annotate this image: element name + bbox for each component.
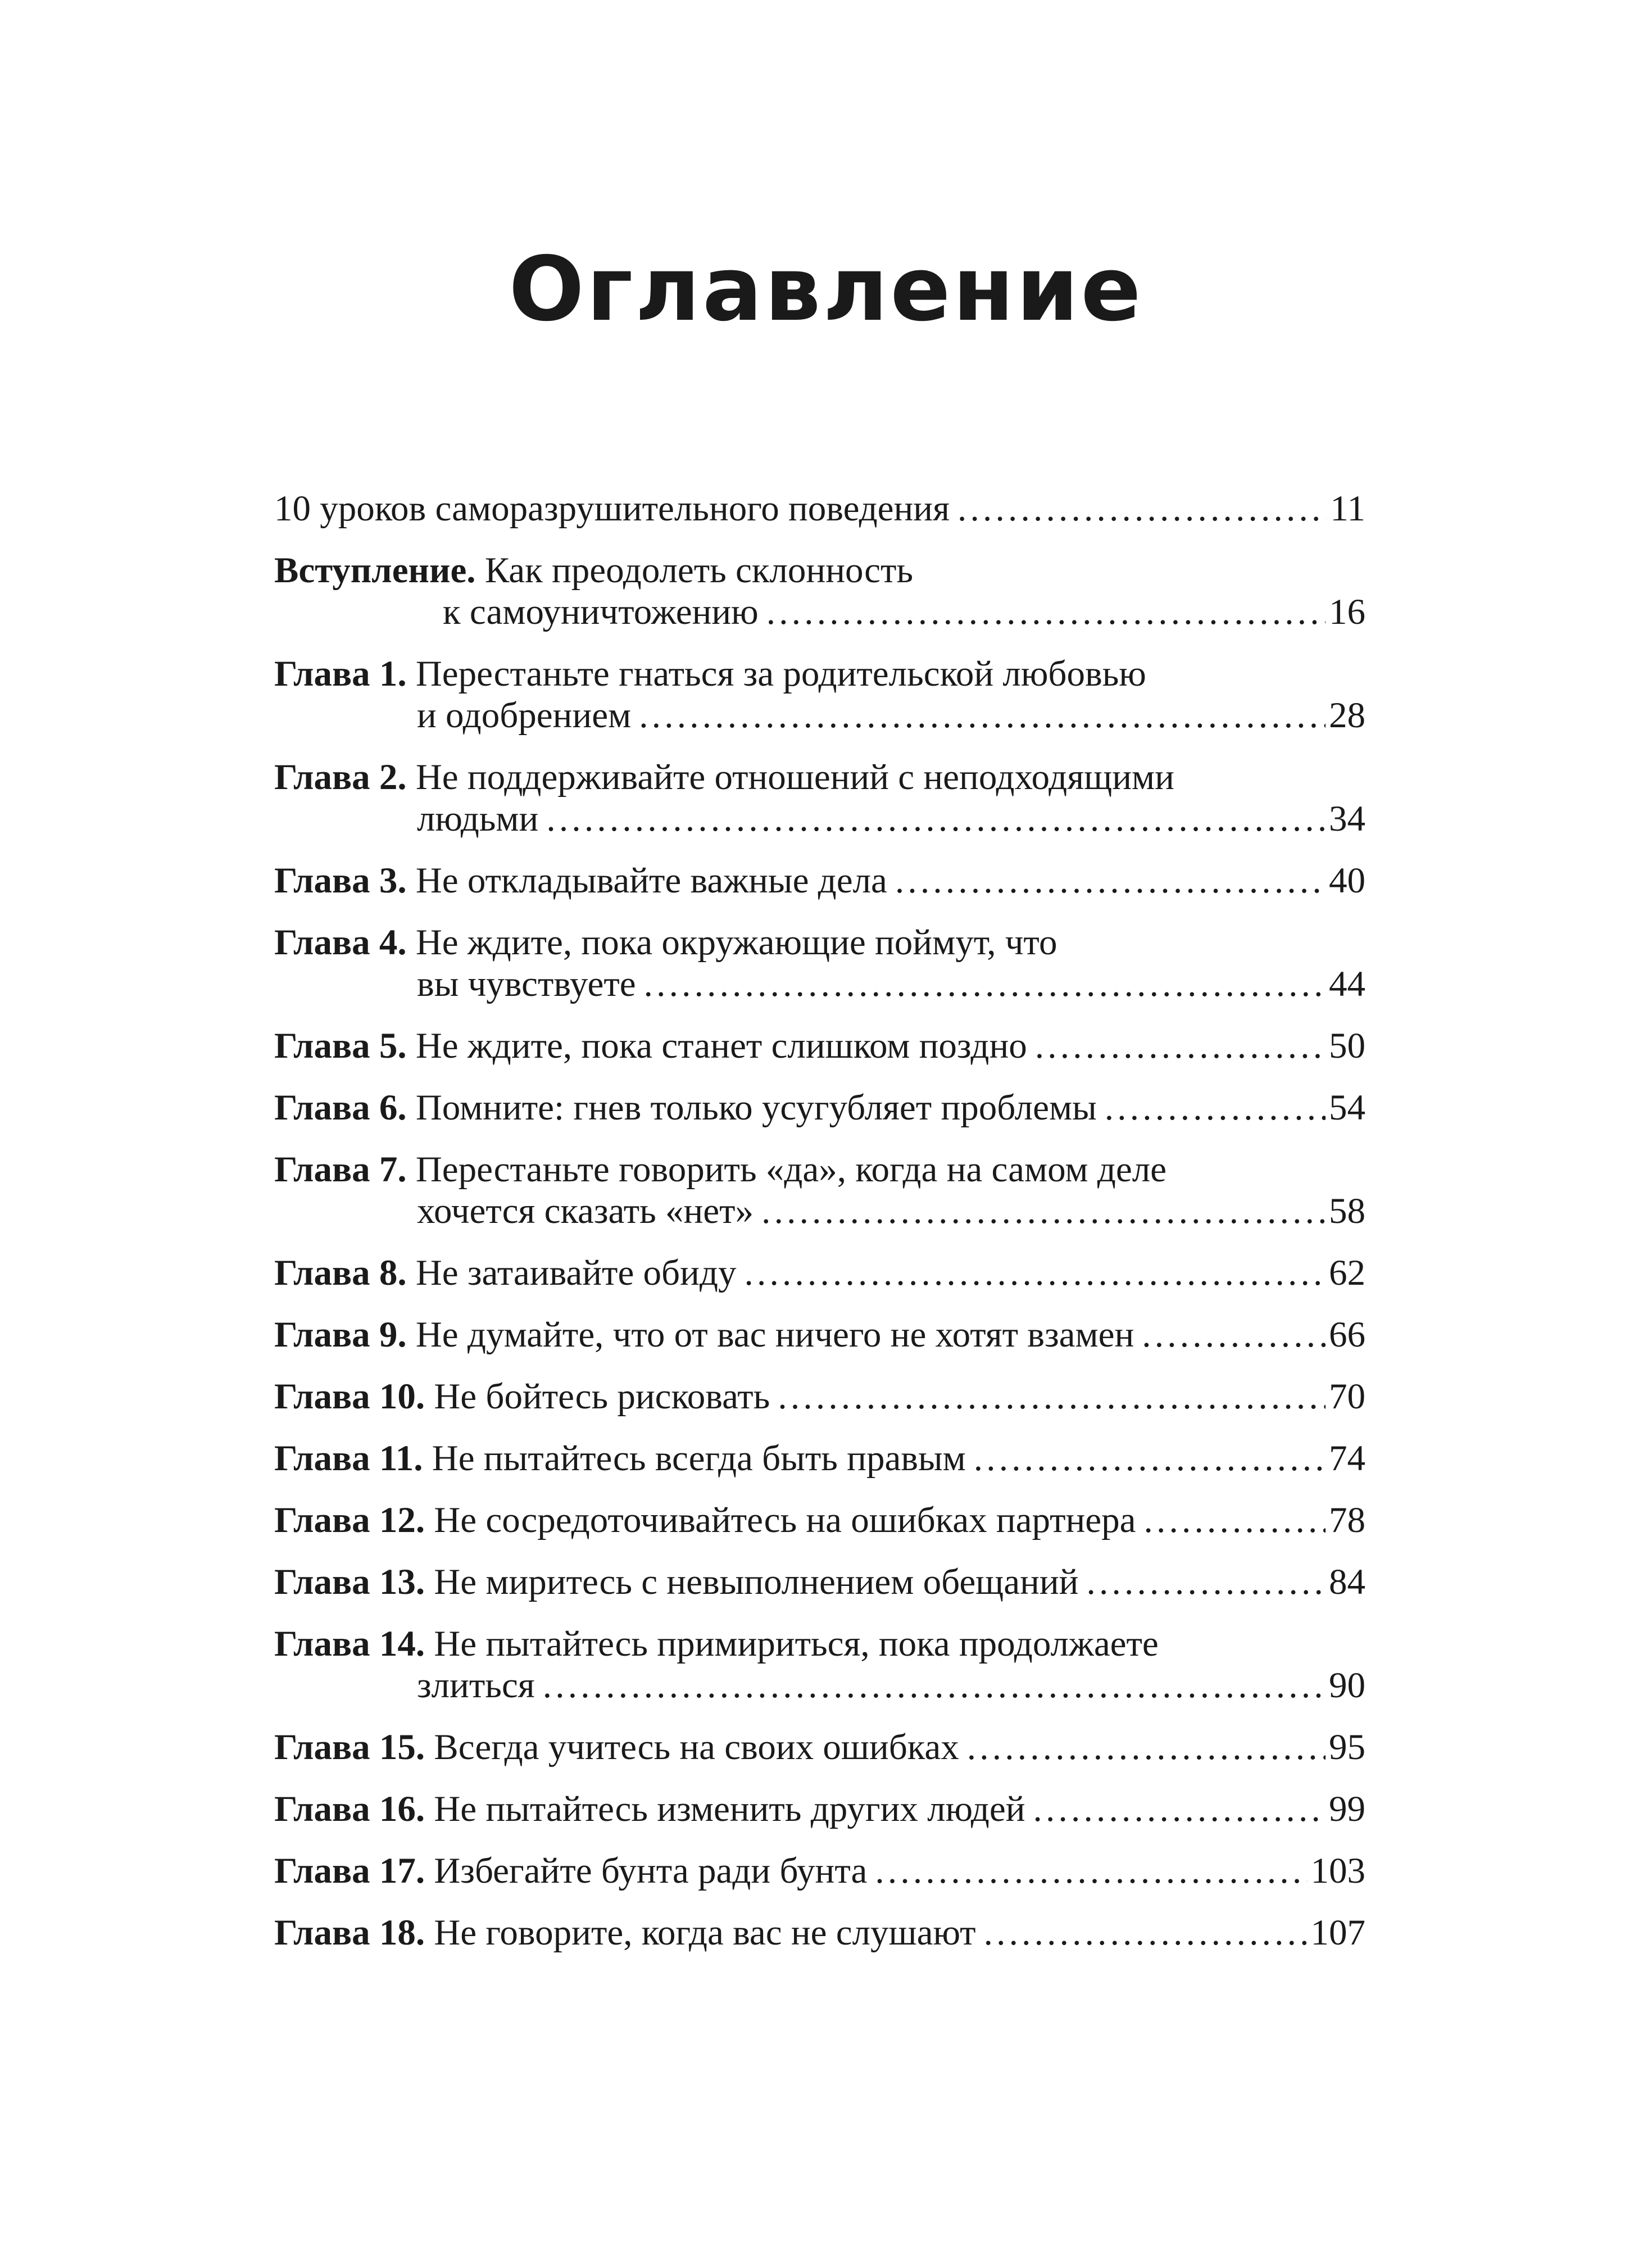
toc-entry[interactable] bbox=[274, 1499, 1365, 1541]
toc-entry-line bbox=[274, 1726, 1365, 1768]
toc-page-number: 90 bbox=[1329, 1665, 1365, 1706]
toc-entry-line bbox=[274, 695, 1365, 736]
toc-entry[interactable] bbox=[274, 488, 1365, 529]
toc-entry-text bbox=[274, 1314, 1134, 1356]
toc-entry-label: Глава 15. bbox=[274, 1727, 425, 1767]
dot-leader bbox=[1105, 1087, 1326, 1128]
toc-entry-title: Не сосредоточивайтесь на ошибках партнера bbox=[434, 1500, 1136, 1540]
toc-entry-text bbox=[274, 1912, 976, 1954]
toc-entry[interactable] bbox=[274, 860, 1365, 901]
toc-entry-line bbox=[274, 1788, 1365, 1830]
toc-page-number: 50 bbox=[1329, 1026, 1365, 1066]
toc-page-number: 107 bbox=[1310, 1912, 1365, 1953]
toc-page-number: 54 bbox=[1329, 1087, 1365, 1128]
toc-entry-first-line bbox=[274, 653, 1365, 695]
dot-leader bbox=[895, 860, 1326, 901]
toc-page-number: 84 bbox=[1329, 1562, 1365, 1602]
toc-entry-text bbox=[274, 1665, 535, 1706]
toc-page-number: 11 bbox=[1330, 488, 1365, 529]
toc-entry-line bbox=[274, 1850, 1365, 1892]
toc-entry[interactable] bbox=[274, 1726, 1365, 1768]
page-title: Оглавление bbox=[509, 237, 1143, 341]
toc-page-number: 95 bbox=[1329, 1727, 1365, 1767]
toc-page-number: 58 bbox=[1329, 1191, 1365, 1231]
dot-leader bbox=[546, 798, 1326, 840]
dot-leader bbox=[744, 1252, 1326, 1294]
toc-entry-text bbox=[274, 1499, 1136, 1541]
toc-entry-title: Не пытайтесь изменить других людей bbox=[434, 1789, 1025, 1829]
toc-entry-first-line bbox=[274, 1623, 1365, 1665]
toc-entry-text bbox=[274, 1376, 770, 1417]
toc-entry-title: Избегайте бунта ради бунта bbox=[434, 1851, 868, 1891]
toc-entry-label: Глава 6. bbox=[274, 1087, 407, 1128]
toc-entry-first-line bbox=[274, 756, 1365, 798]
toc-entry[interactable] bbox=[274, 1788, 1365, 1830]
toc-entry-text bbox=[274, 963, 636, 1005]
toc-entry-text bbox=[274, 798, 538, 840]
toc-entry-text bbox=[274, 1788, 1025, 1830]
toc-entry-text bbox=[274, 1087, 1097, 1128]
toc-entry-label: Глава 13. bbox=[274, 1562, 425, 1602]
toc-entry-title: Как преодолеть склонность bbox=[484, 550, 914, 591]
toc-entry-line bbox=[274, 860, 1365, 901]
toc-page-number: 74 bbox=[1329, 1438, 1365, 1479]
toc-entry-label: Глава 18. bbox=[274, 1912, 425, 1953]
toc-entry-label: Глава 14. bbox=[274, 1624, 425, 1664]
toc-entry[interactable] bbox=[274, 1252, 1365, 1294]
toc-entry-first-line bbox=[274, 1149, 1365, 1190]
toc-entry-label: Глава 16. bbox=[274, 1789, 425, 1829]
toc-entry-line bbox=[274, 1087, 1365, 1128]
toc-entry-text bbox=[274, 1190, 754, 1232]
toc-entry-text bbox=[274, 488, 950, 529]
toc-entry[interactable] bbox=[274, 653, 1365, 736]
toc-entry[interactable] bbox=[274, 922, 1365, 1005]
toc-entry-label: Глава 8. bbox=[274, 1253, 407, 1293]
toc-entry-label: Глава 11. bbox=[274, 1438, 423, 1479]
toc-entry-line bbox=[274, 1376, 1365, 1417]
toc-entry-label: Глава 17. bbox=[274, 1851, 425, 1891]
table-of-contents bbox=[274, 488, 1365, 1974]
dot-leader bbox=[1142, 1314, 1326, 1356]
toc-entry-line bbox=[274, 1025, 1365, 1067]
dot-leader bbox=[644, 963, 1326, 1005]
toc-entry-text bbox=[274, 1252, 736, 1294]
toc-entry-title: Не говорите, когда вас не слушают bbox=[434, 1912, 976, 1953]
toc-entry[interactable] bbox=[274, 550, 1365, 633]
dot-leader bbox=[761, 1190, 1326, 1232]
dot-leader bbox=[1033, 1788, 1326, 1830]
toc-entry-line bbox=[274, 1190, 1365, 1232]
toc-entry-line bbox=[274, 1314, 1365, 1356]
toc-page-number: 66 bbox=[1329, 1315, 1365, 1355]
toc-entry-text bbox=[274, 1561, 1078, 1603]
toc-entry-label: Глава 2. bbox=[274, 757, 407, 797]
toc-entry-line bbox=[274, 1912, 1365, 1954]
dot-leader bbox=[766, 591, 1326, 633]
toc-entry-title: Не затаивайте обиду bbox=[415, 1253, 737, 1293]
toc-entry-line bbox=[274, 963, 1365, 1005]
dot-leader bbox=[967, 1726, 1326, 1768]
toc-entry[interactable] bbox=[274, 756, 1365, 840]
toc-entry[interactable] bbox=[274, 1087, 1365, 1128]
toc-entry-title-continued: злиться bbox=[417, 1665, 535, 1706]
toc-entry-title: Не миритесь с невыполнением обещаний bbox=[434, 1562, 1079, 1602]
toc-entry-label: Глава 5. bbox=[274, 1026, 407, 1066]
dot-leader bbox=[543, 1665, 1326, 1706]
toc-entry-title: 10 уроков саморазрушительного поведения bbox=[274, 488, 950, 529]
toc-entry[interactable] bbox=[274, 1912, 1365, 1954]
toc-page-number: 78 bbox=[1329, 1500, 1365, 1540]
dot-leader bbox=[639, 695, 1326, 736]
toc-entry[interactable] bbox=[274, 1149, 1365, 1232]
dot-leader bbox=[875, 1850, 1307, 1892]
toc-entry-text bbox=[274, 860, 887, 901]
toc-entry-first-line bbox=[274, 922, 1365, 963]
toc-page-number: 40 bbox=[1329, 860, 1365, 901]
toc-entry-text bbox=[274, 1025, 1027, 1067]
toc-entry-title: Не ждите, пока станет слишком поздно bbox=[415, 1026, 1027, 1066]
toc-entry-label: Глава 3. bbox=[274, 860, 407, 901]
toc-entry-label: Глава 10. bbox=[274, 1376, 425, 1417]
toc-entry-text bbox=[274, 1438, 966, 1479]
toc-page-number: 16 bbox=[1329, 592, 1365, 632]
toc-entry-title: Не пытайтесь примириться, пока продолжаете bbox=[434, 1624, 1159, 1664]
toc-entry-label: Глава 12. bbox=[274, 1500, 425, 1540]
toc-entry-line bbox=[274, 591, 1365, 633]
dot-leader bbox=[778, 1376, 1326, 1417]
toc-entry[interactable] bbox=[274, 1438, 1365, 1479]
toc-entry-title: Не бойтесь рисковать bbox=[434, 1376, 770, 1417]
toc-entry[interactable] bbox=[274, 1314, 1365, 1356]
toc-entry-title: Не ждите, пока окружающие поймут, что bbox=[415, 922, 1058, 963]
toc-entry-title: Не пытайтесь всегда быть правым bbox=[432, 1438, 966, 1479]
toc-entry[interactable] bbox=[274, 1850, 1365, 1892]
toc-entry-title: Перестаньте гнаться за родительской любовью bbox=[415, 654, 1146, 694]
toc-entry-title: Помните: гнев только усугубляет проблемы bbox=[415, 1087, 1097, 1128]
toc-entry-text bbox=[274, 1726, 959, 1768]
dot-leader bbox=[1144, 1499, 1326, 1541]
toc-entry-label: Вступление. bbox=[274, 550, 476, 591]
toc-page-number: 99 bbox=[1329, 1789, 1365, 1829]
toc-entry-first-line bbox=[274, 550, 1365, 591]
toc-entry[interactable] bbox=[274, 1623, 1365, 1706]
toc-entry-title-continued: людьми bbox=[417, 799, 539, 839]
toc-entry-title: Всегда учитесь на своих ошибках bbox=[434, 1727, 959, 1767]
toc-entry-text bbox=[274, 695, 631, 736]
toc-entry-title-continued: и одобрением bbox=[417, 695, 632, 736]
toc-entry-line bbox=[274, 1561, 1365, 1603]
toc-entry-label: Глава 1. bbox=[274, 654, 407, 694]
toc-page-number: 62 bbox=[1329, 1253, 1365, 1293]
toc-entry-title: Перестаньте говорить «да», когда на самом деле bbox=[415, 1149, 1167, 1190]
dot-leader bbox=[1086, 1561, 1326, 1603]
toc-page-number: 34 bbox=[1329, 799, 1365, 839]
toc-entry-title: Не думайте, что от вас ничего не хотят взамен bbox=[415, 1315, 1134, 1355]
toc-entry-label: Глава 4. bbox=[274, 922, 407, 963]
toc-page-number: 103 bbox=[1310, 1851, 1365, 1891]
toc-entry-line bbox=[274, 488, 1365, 529]
toc-entry-line bbox=[274, 1665, 1365, 1706]
dot-leader bbox=[984, 1912, 1308, 1954]
toc-entry-title-continued: к самоуничтожению bbox=[443, 592, 759, 632]
toc-entry-text bbox=[274, 1850, 867, 1892]
dot-leader bbox=[1035, 1025, 1326, 1067]
toc-entry[interactable] bbox=[274, 1025, 1365, 1067]
toc-entry-line bbox=[274, 1499, 1365, 1541]
toc-entry-title-continued: вы чувствуете bbox=[417, 964, 636, 1004]
toc-entry-line bbox=[274, 1438, 1365, 1479]
toc-entry-label: Глава 9. bbox=[274, 1315, 407, 1355]
toc-entry[interactable] bbox=[274, 1376, 1365, 1417]
toc-entry-line bbox=[274, 798, 1365, 840]
toc-entry-text bbox=[274, 591, 759, 633]
dot-leader bbox=[974, 1438, 1326, 1479]
toc-entry-line bbox=[274, 1252, 1365, 1294]
toc-entry-title-continued: хочется сказать «нет» bbox=[417, 1191, 754, 1231]
toc-page-number: 44 bbox=[1329, 964, 1365, 1004]
toc-entry-title: Не откладывайте важные дела bbox=[415, 860, 887, 901]
toc-entry-label: Глава 7. bbox=[274, 1149, 407, 1190]
toc-page-number: 70 bbox=[1329, 1376, 1365, 1417]
dot-leader bbox=[957, 488, 1327, 529]
toc-entry[interactable] bbox=[274, 1561, 1365, 1603]
toc-page-number: 28 bbox=[1329, 695, 1365, 736]
toc-entry-title: Не поддерживайте отношений с неподходящими bbox=[415, 757, 1174, 797]
